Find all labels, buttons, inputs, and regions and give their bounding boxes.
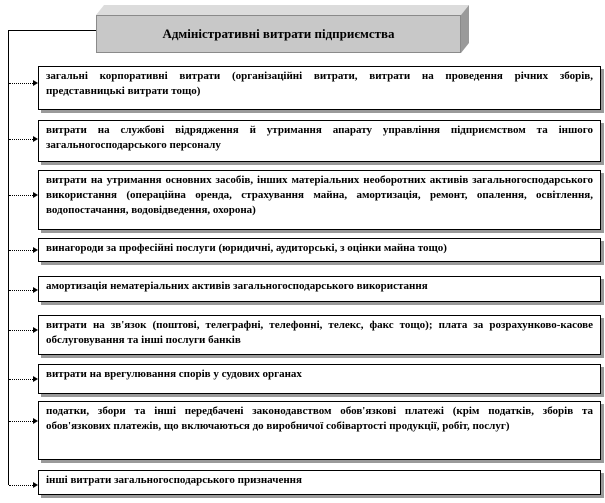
diagram-title: Адміністративні витрати підприємства [96,15,461,53]
arrow-8 [9,421,35,422]
item-box-1: загальні корпоративні витрати (організаційні витрати, витрати на проведення річних зборів, представницькі витрати тощо) [38,66,601,110]
item-box-9: інші витрати загальногосподарського призначення [38,470,601,495]
title-block-top [96,5,469,15]
item-box-5: амортизація нематеріальних активів загальногосподарського використання [38,276,601,302]
arrow-3 [9,195,35,196]
arrow-6 [9,330,35,331]
arrow-2 [9,139,35,140]
item-box-8: податки, збори та інші передбачені законодавством обов'язкові платежі (крім податків, зборів та обов'язкових платежів, що включаються до виробничої собівартості продукції, робіт, послуг) [38,401,601,460]
connector-top [8,30,96,31]
item-box-2: витрати на службові відрядження й утримання апарату управління підприємством та іншого загальногосподарського персоналу [38,120,601,162]
arrow-9 [9,485,35,486]
arrow-5 [9,290,35,291]
item-box-3: витрати на утримання основних засобів, інших матеріальних необоротних активів загальногосподарського використання (операційна оренда, страхування майна, амортизація, ремонт, опалення, освітлення, водопостачання, водовідведення, охорона) [38,170,601,230]
connector-spine [8,30,9,485]
item-box-7: витрати на врегулювання спорів у судових органах [38,364,601,394]
arrow-1 [9,83,35,84]
arrow-7 [9,379,35,380]
arrow-4 [9,250,35,251]
title-block [96,5,469,53]
item-box-4: винагороди за професійні послуги (юридичні, аудиторські, з оцінки майна тощо) [38,238,601,262]
item-box-6: витрати на зв'язок (поштові, телеграфні, телефонні, телекс, факс тощо); плата за розрахунково-касове обслуговування та інші послуги банків [38,315,601,355]
